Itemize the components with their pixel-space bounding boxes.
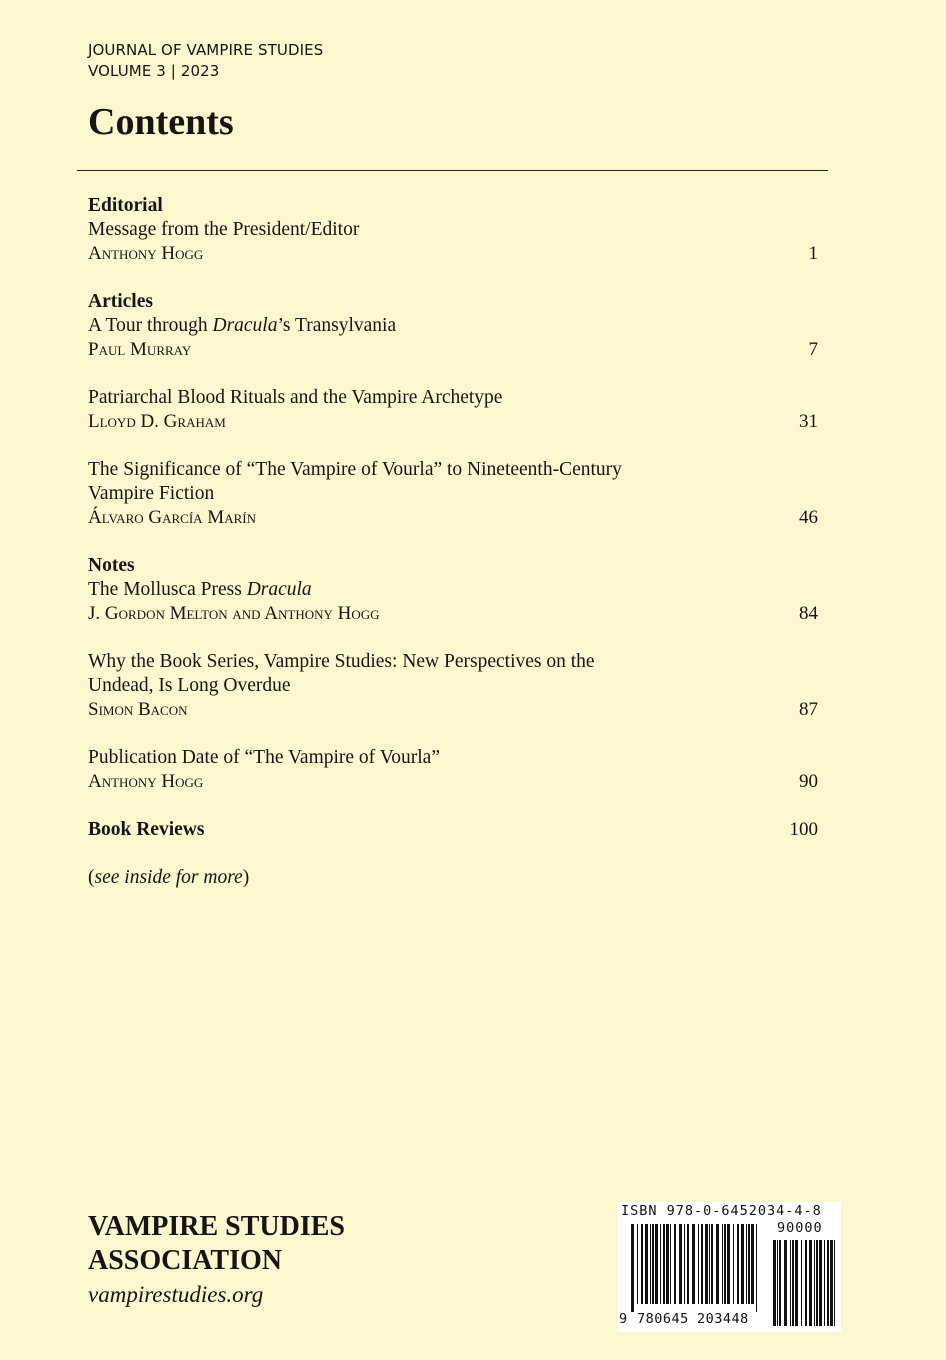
barcode-bar — [777, 1240, 778, 1326]
barcode-bars-graphic — [617, 1202, 841, 1332]
entry-title: A Tour through Dracula’s Transylvania — [88, 315, 397, 336]
barcode-bar — [674, 1224, 676, 1304]
barcode-bar — [709, 1224, 710, 1304]
barcode-bar — [773, 1240, 776, 1326]
barcode-bar — [816, 1240, 818, 1326]
barcode-bar — [711, 1224, 713, 1304]
entry-page-number: 90 — [799, 771, 818, 792]
barcode-bar — [722, 1224, 723, 1304]
volume-year: VOLUME 3 | 2023 — [88, 62, 220, 80]
page-title: Contents — [88, 101, 234, 143]
barcode-bar — [827, 1240, 829, 1326]
barcode-bar — [641, 1224, 643, 1304]
barcode-bar — [692, 1224, 695, 1304]
barcode-bar — [637, 1224, 638, 1304]
barcode-bar — [814, 1240, 815, 1326]
barcode-bar — [727, 1224, 730, 1304]
barcode-bar — [698, 1224, 699, 1304]
barcode-bar — [784, 1240, 787, 1326]
barcode-bar — [805, 1240, 807, 1326]
barcode-bar — [790, 1240, 791, 1326]
toc-entry[interactable] — [88, 650, 818, 722]
entry-author: Anthony Hogg — [88, 243, 204, 264]
barcode-bar — [655, 1224, 658, 1304]
toc-entry[interactable] — [88, 386, 818, 434]
barcode-bar — [663, 1224, 665, 1304]
title-divider — [77, 170, 828, 171]
entry-title-line-1: The Significance of “The Vampire of Vourla” to Nineteenth-Century — [88, 459, 622, 480]
entry-author: Lloyd D. Graham — [88, 411, 226, 432]
barcode-bar — [741, 1224, 744, 1304]
toc-entry-book-reviews[interactable] — [88, 818, 818, 842]
barcode-digits-left: 780645 — [637, 1311, 689, 1327]
barcode-bar — [684, 1224, 685, 1304]
isbn-barcode — [617, 1202, 841, 1332]
barcode-bar — [650, 1224, 651, 1304]
entry-page-number: 7 — [808, 339, 818, 360]
barcode-bar — [819, 1240, 822, 1326]
barcode-bar — [792, 1240, 794, 1326]
barcode-bar — [701, 1224, 703, 1304]
journal-name: JOURNAL OF VAMPIRE STUDIES — [88, 41, 324, 59]
journal-header — [88, 40, 323, 82]
barcode-bar — [801, 1240, 802, 1326]
entry-title-line-2: Undead, Is Long Overdue — [88, 675, 291, 696]
barcode-bar — [809, 1240, 812, 1326]
barcode-bar — [670, 1224, 671, 1304]
entry-author: Simon Bacon — [88, 699, 188, 720]
barcode-bar — [666, 1224, 669, 1304]
entry-title: Publication Date of “The Vampire of Vourla” — [88, 747, 440, 768]
barcode-bar — [751, 1224, 754, 1304]
barcode-bar — [748, 1224, 750, 1304]
entry-author: Paul Murray — [88, 339, 192, 360]
entry-title-line-1: Why the Book Series, Vampire Studies: New Perspectives on the — [88, 651, 595, 672]
barcode-bar — [795, 1240, 798, 1326]
entry-page-number: 87 — [799, 699, 818, 720]
barcode-bar — [779, 1240, 781, 1326]
publisher-name: VAMPIRE STUDIES ASSOCIATION — [88, 1211, 345, 1276]
barcode-bar — [687, 1224, 689, 1304]
barcode-bar — [705, 1224, 708, 1304]
entry-author: J. Gordon Melton and Anthony Hogg — [88, 603, 380, 624]
entry-title: The Mollusca Press Dracula — [88, 579, 312, 600]
toc-entry[interactable] — [88, 746, 818, 794]
entry-page-number: 100 — [789, 819, 818, 840]
barcode-bar — [645, 1224, 648, 1304]
barcode-bar — [733, 1224, 734, 1304]
isbn-label: ISBN 978-0-6452034-4-8 — [621, 1203, 822, 1219]
toc-entry[interactable] — [88, 578, 818, 626]
isbn-addon-digits: 90000 — [777, 1220, 823, 1236]
entry-page-number: 46 — [799, 507, 818, 528]
barcode-bar — [756, 1224, 757, 1312]
barcode-bar — [724, 1224, 726, 1304]
publisher-block — [88, 1210, 388, 1310]
entry-title: Patriarchal Blood Rituals and the Vampire Archetype — [88, 387, 503, 408]
entry-title: Message from the President/Editor — [88, 219, 360, 240]
barcode-digit-first: 9 — [619, 1311, 628, 1327]
entry-title-line-2: Vampire Fiction — [88, 483, 215, 504]
section-heading-notes: Notes — [88, 555, 135, 576]
toc-entry[interactable] — [88, 314, 818, 362]
barcode-bar — [660, 1224, 661, 1304]
barcode-bar — [834, 1240, 835, 1326]
entry-page-number: 31 — [799, 411, 818, 432]
toc-entry[interactable] — [88, 218, 818, 266]
toc-entry[interactable] — [88, 458, 818, 530]
barcode-bar — [737, 1224, 739, 1304]
section-heading-editorial: Editorial — [88, 195, 163, 216]
entry-author: Anthony Hogg — [88, 771, 204, 792]
entry-page-number: 1 — [808, 243, 818, 264]
barcode-bar — [824, 1240, 825, 1326]
barcode-bar — [679, 1224, 682, 1304]
barcode-bar — [631, 1224, 634, 1312]
table-of-contents — [88, 194, 818, 890]
section-heading-articles: Articles — [88, 291, 153, 312]
barcode-digits-right: 203448 — [697, 1311, 749, 1327]
section-heading-book-reviews: Book Reviews — [88, 819, 205, 840]
entry-author: Álvaro García Marín — [88, 507, 256, 528]
see-inside-note: (see inside for more) — [88, 867, 250, 888]
barcode-bar — [830, 1240, 833, 1326]
barcode-bar — [652, 1224, 654, 1304]
entry-page-number: 84 — [799, 603, 818, 624]
publisher-url[interactable]: vampirestudies.org — [88, 1282, 264, 1307]
barcode-bar — [746, 1224, 747, 1304]
barcode-bar — [716, 1224, 719, 1304]
